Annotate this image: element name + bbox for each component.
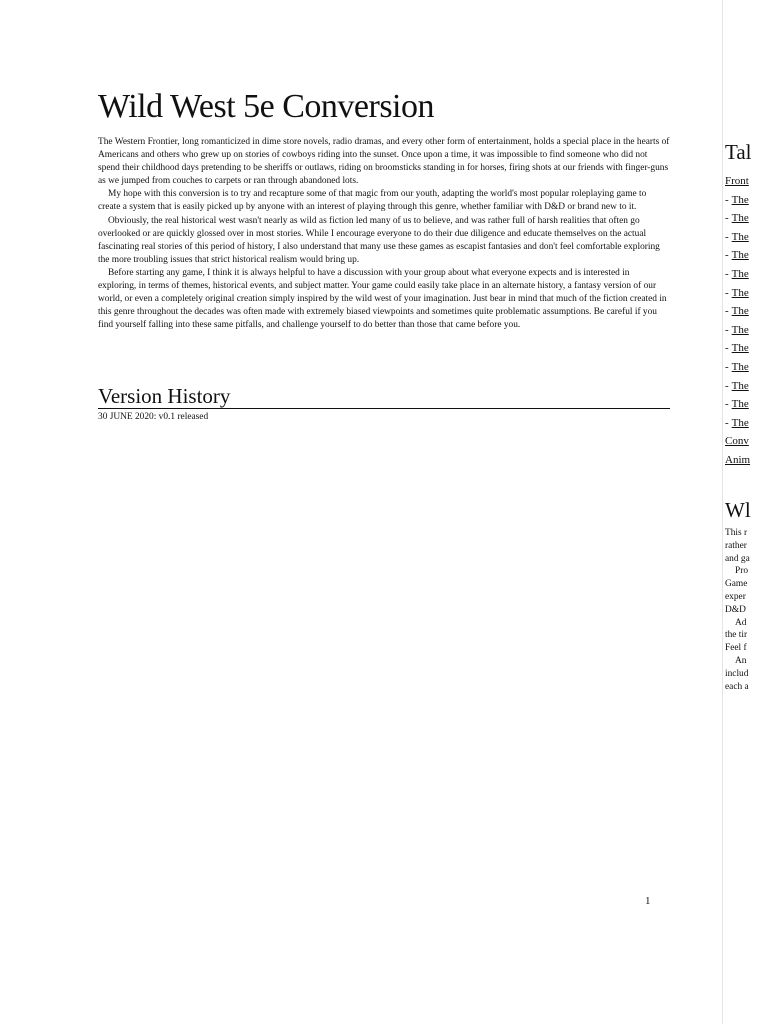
toc-link[interactable]: The: [731, 286, 749, 299]
section-line: Feel f: [725, 643, 747, 654]
document-title: Wild West 5e Conversion: [98, 88, 435, 125]
version-history-heading: Version History: [98, 384, 670, 409]
toc-entry: [725, 358, 750, 377]
toc-dash: -: [725, 416, 729, 429]
toc-link[interactable]: The: [731, 379, 749, 392]
intro-paragraph: Before starting any game, I think it is always helpful to have a discussion with your group about what everyone expects and is interested in exploring, in terms of themes, historical events, and subject matter. Your game could easily take place in an alternate history, a fantasy version of our world, or even a completely original creation simply inspired by the wild west of your imagination. Just bear in mind that much of the fiction created in this genre throughout the decades was often made with extremely biased viewpoints and sometimes quite problematic assumptions. Be careful if you find yourself falling into these same pitfalls, and challenge yourself to do better than those that came before you.: [98, 267, 667, 331]
toc-link[interactable]: The: [731, 398, 749, 411]
section-body: [725, 527, 768, 693]
toc-entry: [725, 432, 750, 451]
toc-entry: [725, 191, 750, 210]
version-history-entry: 30 JUNE 2020: v0.1 released: [98, 412, 209, 422]
toc-link[interactable]: The: [731, 323, 749, 336]
toc-link[interactable]: Anim: [725, 453, 751, 466]
toc-dash: -: [725, 305, 729, 318]
toc-entry: [725, 228, 750, 247]
toc-dash: -: [725, 286, 729, 299]
section-line: Game: [725, 579, 748, 590]
toc-link[interactable]: The: [731, 360, 749, 373]
section-line: includ: [725, 668, 749, 679]
toc-entry: [725, 377, 750, 396]
toc-entry: [725, 321, 750, 340]
toc-entry: [725, 209, 750, 228]
toc-link[interactable]: The: [731, 249, 749, 262]
toc-link[interactable]: The: [731, 230, 749, 243]
toc-link[interactable]: The: [731, 212, 749, 225]
section-line: This r: [725, 528, 748, 538]
toc-dash: -: [725, 267, 729, 280]
toc-link[interactable]: Front: [725, 175, 749, 187]
section-line: rather: [725, 540, 747, 551]
toc-link[interactable]: The: [731, 193, 749, 206]
intro-paragraph: My hope with this conversion is to try and recapture some of that magic from our youth, adapting the world's most popular roleplaying game to create a system that is easily picked up by anyone with an interest of playing through this genre, whether familiar with D&D or brand new to it.: [98, 189, 647, 213]
section-line: Pro: [735, 566, 749, 577]
intro-body: [98, 136, 670, 332]
toc-dash: -: [725, 212, 729, 225]
toc-entry: [725, 302, 750, 321]
toc-dash: -: [725, 323, 729, 336]
section-line: Ad: [735, 617, 747, 628]
toc-entry: [725, 395, 750, 414]
intro-paragraph: The Western Frontier, long romanticized in dime store novels, radio dramas, and every other form of entertainment, holds a special place in the hearts of Americans and others who grew up on stories of cowboys riding into the sunset. Once upon a time, it was impossible to find someone who did not spend their childhood days pretending to be sheriffs or outlaws, riding on broomsticks standing in for horses, firing shots at our friends with finger-guns as we jumped from couches to carpets or ran through abandoned lots.: [98, 137, 670, 187]
section-line: and ga: [725, 553, 750, 564]
section-line: D&D: [725, 604, 746, 615]
toc-entry: [725, 339, 750, 358]
page-number: 1: [645, 895, 651, 907]
toc-dash: -: [725, 360, 729, 373]
toc-link[interactable]: The: [731, 342, 749, 355]
toc-entry: [725, 265, 750, 284]
toc-dash: -: [725, 398, 729, 411]
toc-link[interactable]: The: [731, 267, 749, 280]
toc-entry: [725, 172, 750, 191]
toc-link[interactable]: Conv: [725, 435, 749, 448]
document-page-2: [722, 0, 768, 1024]
section-line: each a: [725, 681, 749, 692]
table-of-contents: [725, 172, 750, 470]
section-line: exper: [725, 591, 746, 602]
toc-dash: -: [725, 230, 729, 243]
intro-paragraph: Obviously, the real historical west wasn't nearly as wild as fiction led many of us to believe, and was rather full of harsh realities that often go overlooked or are quickly glossed over in most stories. While I encourage everyone to do their due diligence and educate themselves on the actual fascinating real stories of this period of history, I also understand that many use these games as escapist fantasies and don't feel comfortable exploring the more troubling issues that strict historical realism would bring up.: [98, 215, 660, 265]
table-of-contents-heading: Tal: [725, 140, 752, 164]
toc-dash: -: [725, 342, 729, 355]
toc-link[interactable]: The: [731, 305, 749, 318]
toc-dash: -: [725, 379, 729, 392]
toc-entry: [725, 284, 750, 303]
toc-link[interactable]: The: [731, 416, 749, 429]
toc-entry: [725, 414, 750, 433]
section-line: the tir: [725, 630, 748, 641]
section-line: An: [735, 655, 747, 666]
toc-entry: [725, 246, 750, 265]
toc-dash: -: [725, 249, 729, 262]
toc-dash: -: [725, 193, 729, 206]
section-heading: Wl: [725, 498, 751, 522]
toc-entry: [725, 451, 750, 470]
